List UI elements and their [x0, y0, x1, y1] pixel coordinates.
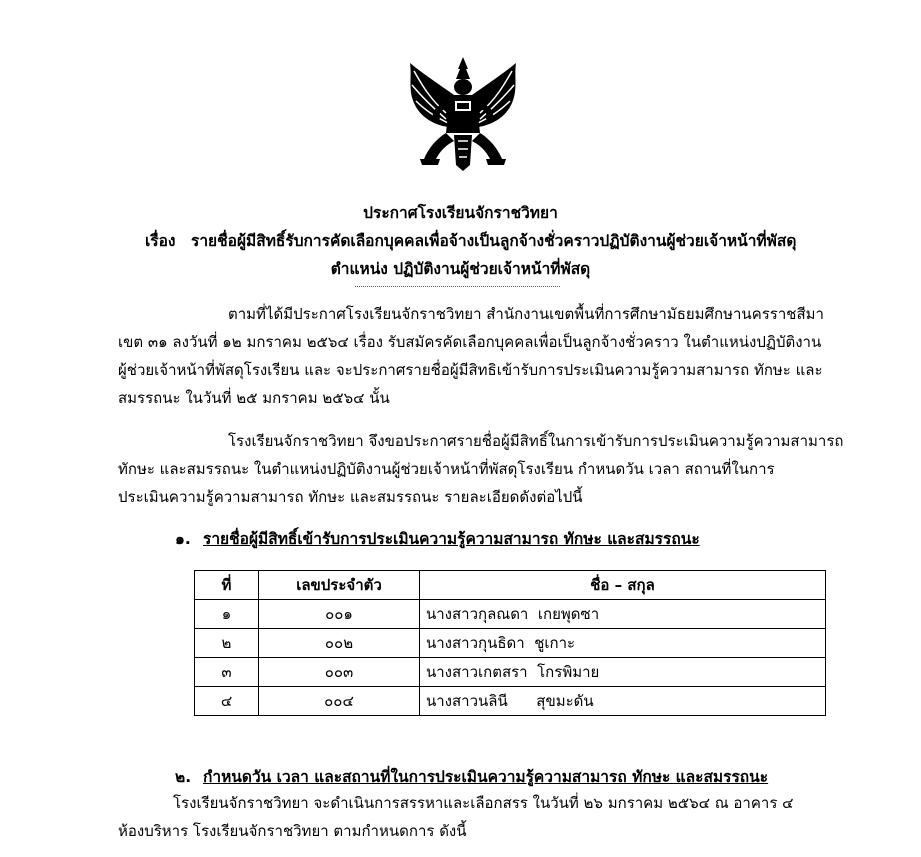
announcement-title: ประกาศโรงเรียนจักราชวิทยา [363, 204, 558, 222]
row-number: ๔ [195, 687, 259, 716]
subject-line [145, 228, 796, 253]
full-name: นางสาวเกตสรา โกรพิมาย [420, 658, 826, 687]
section-title: กำหนดวัน เวลา และสถานที่ในการประเมินความรู้ความสามารถ ทักษะ และสมรรถนะ [203, 768, 769, 786]
table-header-row [195, 571, 826, 600]
section-title: รายชื่อผู้มีสิทธิ์เข้ารับการประเมินความรู้ความสามารถ ทักษะ และสมรรถนะ [203, 530, 700, 548]
table-row [195, 687, 826, 716]
column-header: ชื่อ – สกุล [420, 571, 826, 600]
row-number: ๒ [195, 629, 259, 658]
paragraph-announcement [118, 427, 853, 511]
section-2-heading [175, 764, 768, 789]
column-header: เลขประจำตัว [259, 571, 420, 600]
paragraph-schedule [118, 789, 853, 845]
table-row [195, 658, 826, 687]
paragraph-line: โรงเรียนจักราชวิทยา จะดำเนินการสรรหาและเลือกสรร ในวันที่ ๒๖ มกราคม ๒๕๖๔ ณ อาคาร ๔ [173, 794, 794, 812]
section-number: ๑. [175, 530, 191, 548]
section-1-heading [175, 526, 700, 551]
section-number: ๒. [175, 768, 192, 786]
row-number: ๓ [195, 658, 259, 687]
subject-text: รายชื่อผู้มีสิทธิ์รับการคัดเลือกบุคคลเพื่อจ้างเป็นลูกจ้างชั่วคราวปฏิบัติงานผู้ช่วยเจ้าหน้าที่พัสดุ [191, 232, 797, 250]
paragraph-line: ประเมินความรู้ความสามารถ ทักษะ และสมรรถนะ รายละเอียดดังต่อไปนี้ [118, 488, 583, 506]
paragraph-line: สมรรถนะ ในวันที่ ๒๕ มกราคม ๒๕๖๔ นั้น [118, 389, 390, 407]
paragraph-line: ตามที่ได้มีประกาศโรงเรียนจักราชวิทยา สำนักงานเขตพื้นที่การศึกษามัธยมศึกษานครราชสีมา [228, 305, 824, 323]
position-line: ตำแหน่ง ปฏิบัติงานผู้ช่วยเจ้าหน้าที่พัสดุ [330, 260, 591, 278]
full-name: นางสาวกุนธิดา ชูเกาะ [420, 629, 826, 658]
id-number: ๐๐๔ [259, 687, 420, 716]
paragraph-line: โรงเรียนจักราชวิทยา จึงขอประกาศรายชื่อผู้มีสิทธิ์ในการเข้ารับการประเมินความรู้ความสามารถ [228, 432, 844, 450]
paragraph-line: เขต ๓๑ ลงวันที่ ๑๒ มกราคม ๒๕๖๔ เรื่อง รับสมัครคัดเลือกบุคคลเพื่อเป็นลูกจ้างชั่วคราว ในตำแหน่งปฏิบัติงาน [118, 333, 822, 351]
paragraph-line: ผู้ช่วยเจ้าหน้าที่พัสดุโรงเรียน และ จะประกาศรายชื่อผู้มีสิทธิเข้ารับการประเมินความรู้ความสามารถ ทักษะ และ [118, 361, 823, 379]
row-number: ๑ [195, 600, 259, 629]
table-row [195, 629, 826, 658]
candidate-table [194, 570, 826, 716]
garuda-emblem-icon [400, 55, 526, 175]
paragraph-line: ห้องบริหาร โรงเรียนจักราชวิทยา ตามกำหนดการ ดังนี้ [118, 822, 467, 840]
paragraph-intro [118, 300, 853, 412]
dotted-divider [355, 286, 560, 287]
paragraph-line: ทักษะ และสมรรถนะ ในตำแหน่งปฏิบัติงานผู้ช่วยเจ้าหน้าที่พัสดุโรงเรียน กำหนดวัน เวลา สถานที่ในการ [118, 460, 775, 478]
table-row [195, 600, 826, 629]
id-number: ๐๐๒ [259, 629, 420, 658]
subject-label: เรื่อง [145, 232, 176, 250]
full-name: นางสาวกุลณดา เกยพุดซา [420, 600, 826, 629]
full-name: นางสาวนลินี สุขมะดัน [420, 687, 826, 716]
id-number: ๐๐๑ [259, 600, 420, 629]
column-header: ที่ [195, 571, 259, 600]
id-number: ๐๐๓ [259, 658, 420, 687]
